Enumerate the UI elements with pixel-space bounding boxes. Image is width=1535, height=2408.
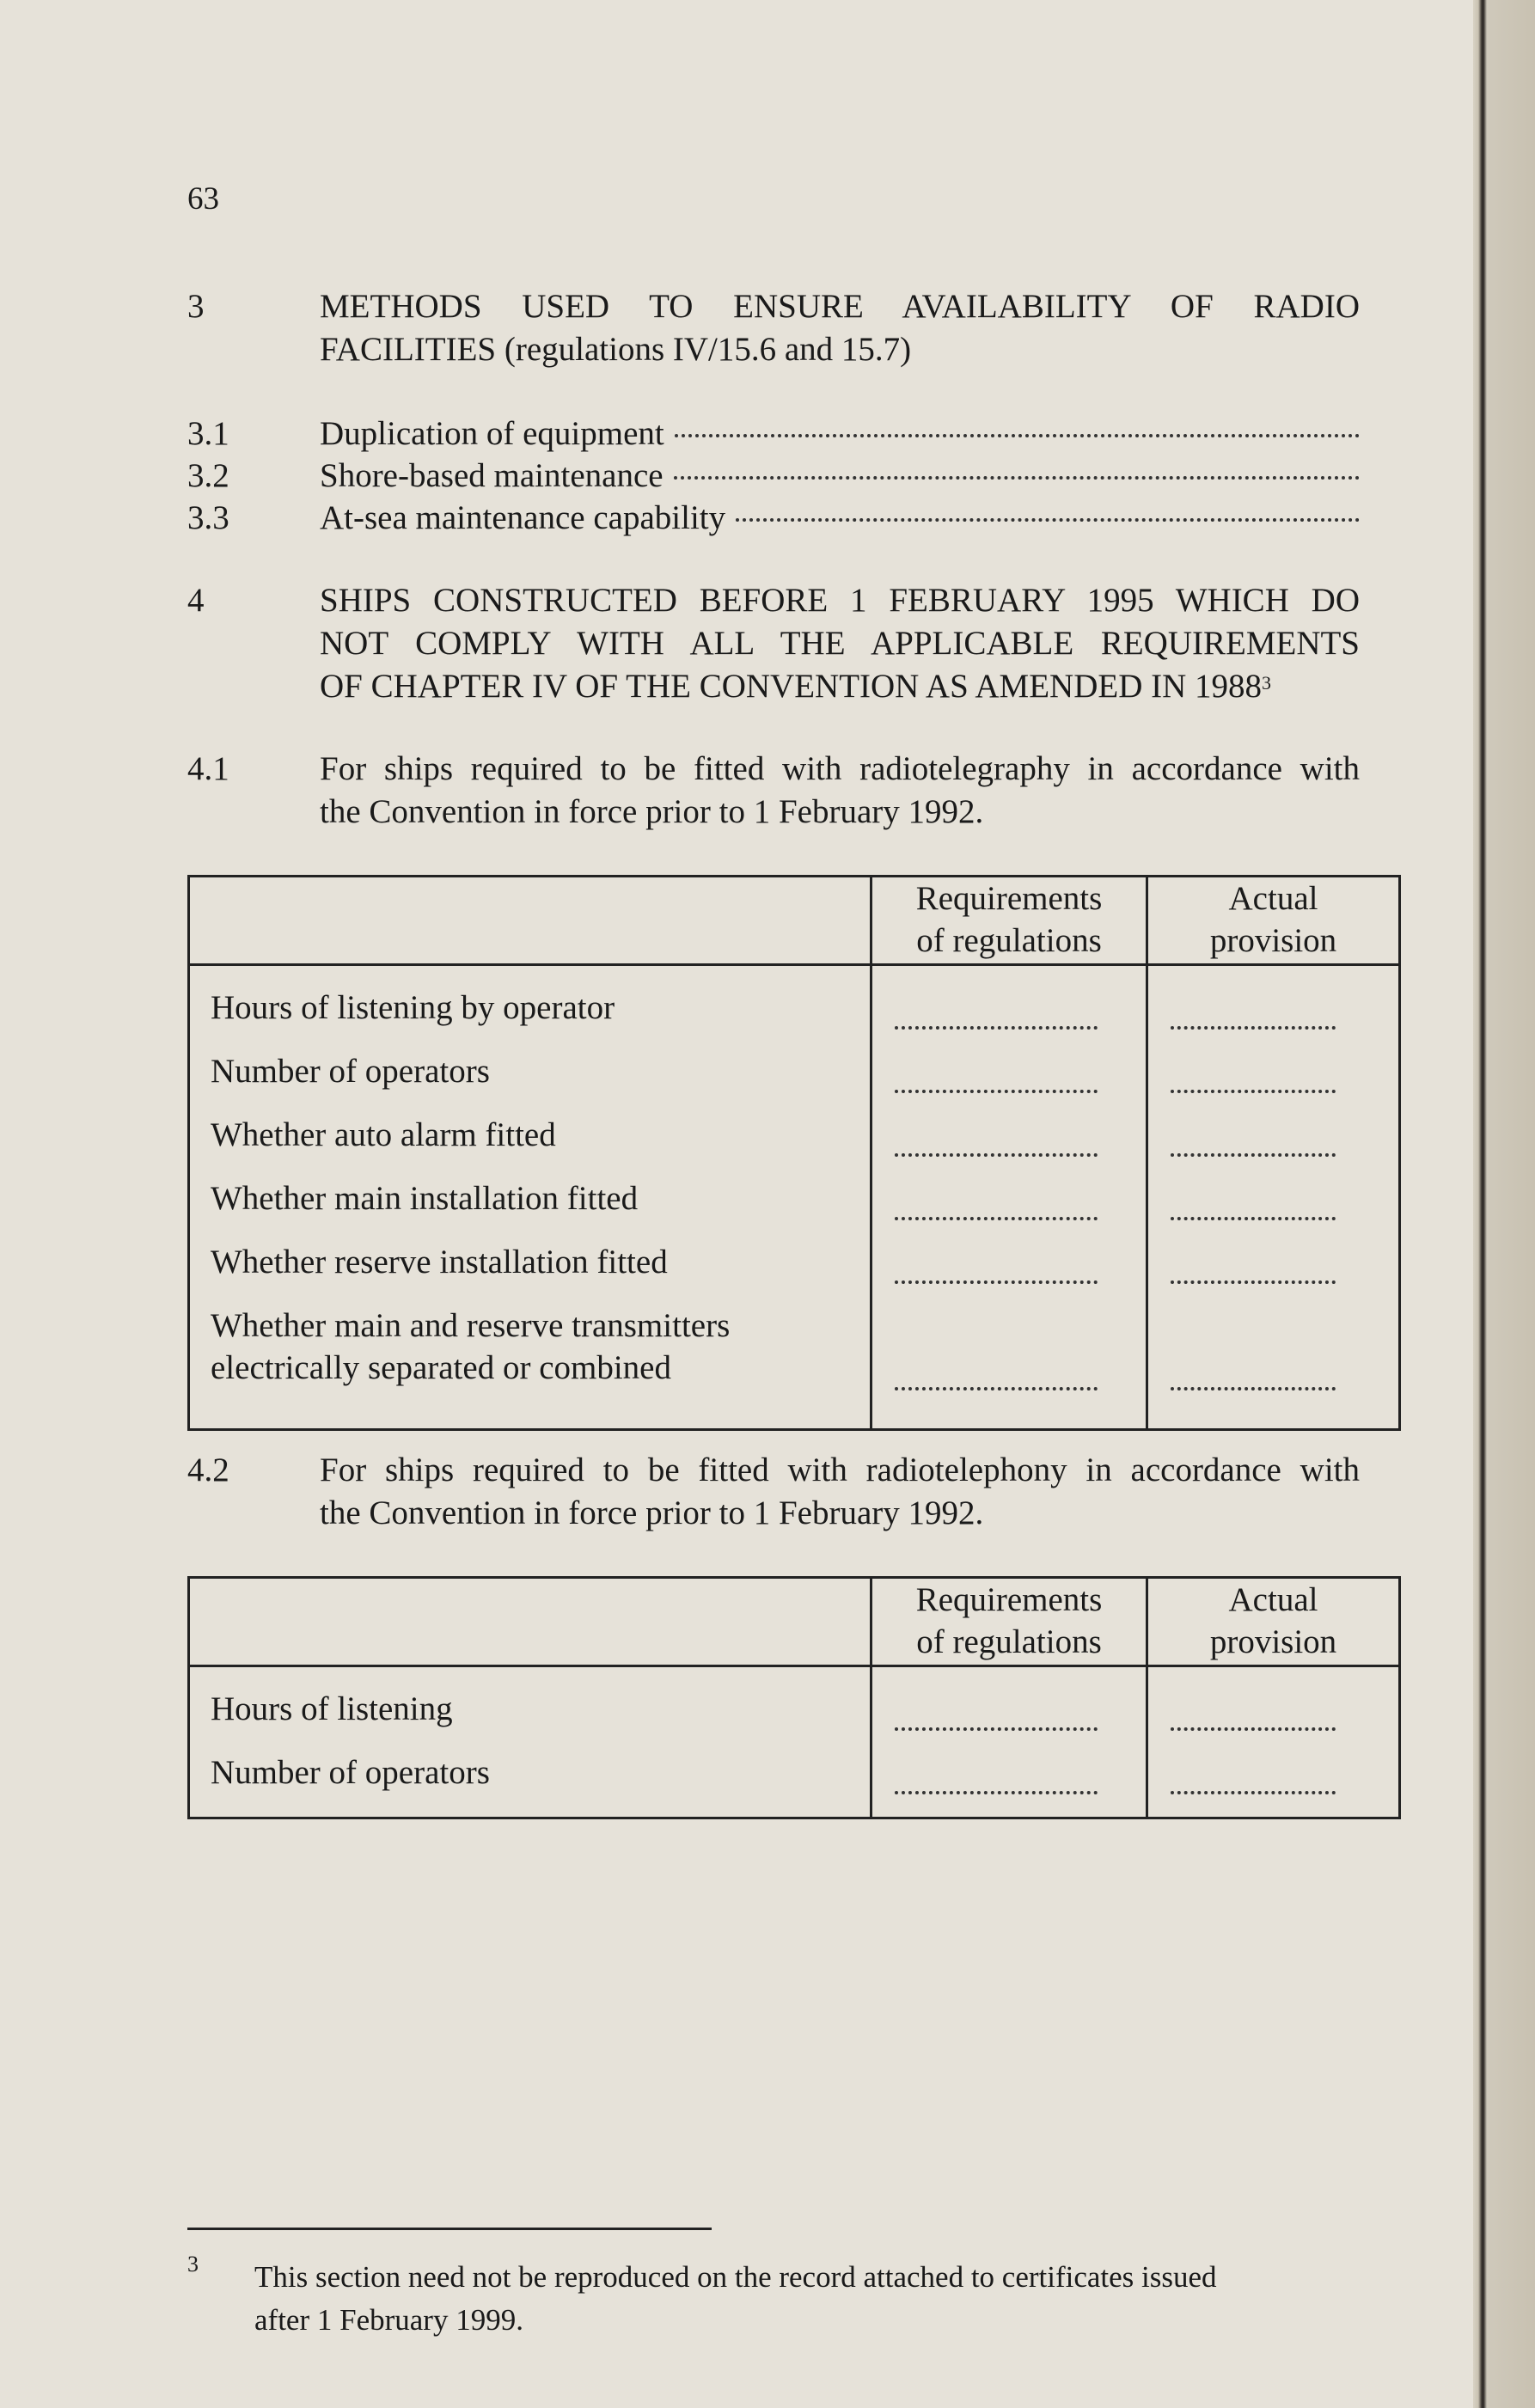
item-3-2-number: 3.2 [187, 457, 229, 494]
table-header-blank [189, 877, 871, 965]
header-requirements [871, 877, 1147, 965]
header-actual-provision [1147, 1578, 1400, 1666]
page-number: 63 [187, 181, 219, 217]
dotted-entry [1171, 1280, 1336, 1284]
actual-provision-column [1147, 1666, 1400, 1818]
dotted-entry [1171, 1791, 1336, 1794]
last-row-line2: electrically separated or combined [211, 1349, 671, 1386]
section-4-number: 4 [187, 582, 205, 619]
footnote-rule [187, 2228, 712, 2230]
item-3-1-label: Duplication of equipment [320, 415, 664, 452]
table-row-label: Whether auto alarm fitted [211, 1116, 556, 1153]
item-3-1 [320, 413, 1360, 455]
table-row-label: Whether reserve installation fitted [211, 1244, 668, 1280]
table-body [189, 965, 1400, 1430]
table-header-row [189, 1578, 1400, 1666]
table-row-label: Whether main installation fitted [211, 1180, 639, 1217]
item-3-1-dotted-leader [675, 434, 1360, 437]
section-3-heading [320, 285, 1360, 371]
dotted-entry [1171, 1217, 1336, 1220]
requirements-column [871, 1666, 1147, 1818]
header-requirements [871, 1578, 1147, 1666]
row-labels [189, 965, 871, 1430]
table-row-label: Hours of listening [211, 1690, 453, 1727]
table-header-blank [189, 1578, 871, 1666]
section-4-heading-line1: SHIPS CONSTRUCTED BEFORE 1 FEBRUARY 1995 WHICH DO [320, 582, 1360, 619]
dotted-entry [1171, 1153, 1336, 1157]
footnote-text [254, 2256, 1363, 2342]
sub-4-1-line2: the Convention in force prior to 1 February 1992. [320, 793, 984, 830]
table-row-label: Number of operators [211, 1754, 490, 1791]
item-3-3 [320, 497, 1360, 540]
book-spine-edge [1473, 0, 1535, 2408]
actual-provision-column [1147, 965, 1400, 1430]
dotted-entry [895, 1153, 1098, 1157]
dotted-entry [895, 1280, 1098, 1284]
table-row-label [211, 1305, 870, 1389]
header-requirements-line1: Requirements [915, 1581, 1103, 1618]
section-4-heading-line2: NOT COMPLY WITH ALL THE APPLICABLE REQUIREMENTS [320, 625, 1360, 662]
header-actual-line2: provision [1209, 1623, 1337, 1660]
table-row-label: Number of operators [211, 1053, 490, 1090]
dotted-entry [1171, 1387, 1336, 1390]
header-requirements-line2: of regulations [916, 922, 1102, 959]
section-4-heading [320, 579, 1360, 708]
table-header-row [189, 877, 1400, 965]
item-3-2-label: Shore-based maintenance [320, 457, 664, 494]
sub-4-1-text [320, 748, 1360, 834]
section-3-heading-line1: METHODS USED TO ENSURE AVAILABILITY OF RADIO [320, 288, 1360, 325]
header-actual-line2: provision [1209, 922, 1337, 959]
sub-4-2-line1: For ships required to be fitted with radiotelephony in accordance with [320, 1452, 1360, 1488]
table-row-label: Hours of listening by operator [211, 989, 615, 1026]
item-3-3-number: 3.3 [187, 499, 229, 536]
header-actual-provision [1147, 877, 1400, 965]
last-row-line1: Whether main and reserve transmitters [211, 1307, 731, 1344]
header-requirements-line2: of regulations [916, 1623, 1102, 1660]
header-actual-line1: Actual [1228, 880, 1318, 917]
footnote-reference: 3 [1262, 672, 1272, 694]
dotted-entry [895, 1026, 1098, 1030]
section-4-heading-line3-text: OF CHAPTER IV OF THE CONVENTION AS AMENDED IN 1988 [320, 668, 1263, 705]
dotted-entry [895, 1387, 1098, 1390]
table-body [189, 1666, 1400, 1818]
section-3-number: 3 [187, 288, 205, 325]
item-3-3-label: At-sea maintenance capability [320, 499, 726, 536]
sub-4-1-number: 4.1 [187, 750, 229, 787]
radiotelephony-table [187, 1576, 1401, 1819]
dotted-entry [895, 1217, 1098, 1220]
dotted-entry [895, 1727, 1098, 1731]
item-3-1-number: 3.1 [187, 415, 229, 452]
dotted-entry [895, 1090, 1098, 1093]
dotted-entry [1171, 1090, 1336, 1093]
footnote-line2: after 1 February 1999. [254, 2303, 523, 2337]
item-3-3-dotted-leader [736, 518, 1360, 522]
header-actual-line1: Actual [1228, 1581, 1318, 1618]
footnote-line1: This section need not be reproduced on the record attached to certificates issued [254, 2260, 1217, 2294]
section-4-heading-line3 [320, 665, 1360, 708]
radiotelegraphy-table [187, 875, 1401, 1431]
footnote-number: 3 [187, 2252, 199, 2277]
item-3-2 [320, 455, 1360, 498]
dotted-entry [1171, 1727, 1336, 1731]
sub-4-2-number: 4.2 [187, 1452, 229, 1488]
row-labels [189, 1666, 871, 1818]
header-requirements-line1: Requirements [915, 880, 1103, 917]
item-3-2-dotted-leader [674, 476, 1360, 480]
dotted-entry [895, 1791, 1098, 1794]
sub-4-2-line2: the Convention in force prior to 1 February 1992. [320, 1494, 984, 1531]
section-3-heading-line2: FACILITIES (regulations IV/15.6 and 15.7) [320, 331, 912, 368]
requirements-column [871, 965, 1147, 1430]
sub-4-2-text [320, 1449, 1360, 1535]
sub-4-1-line1: For ships required to be fitted with radiotelegraphy in accordance with [320, 750, 1360, 787]
dotted-entry [1171, 1026, 1336, 1030]
